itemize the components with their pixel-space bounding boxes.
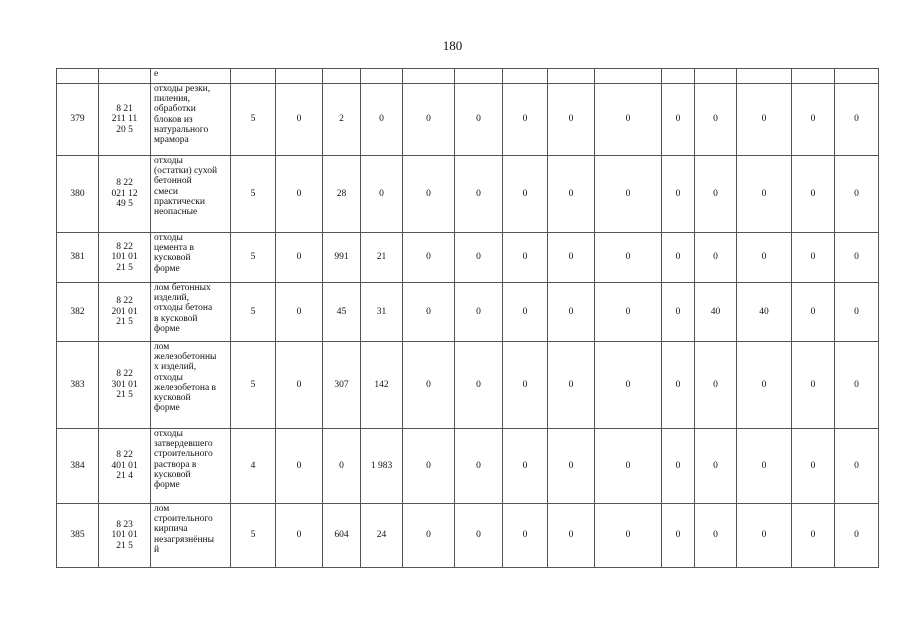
name-line: строительного: [154, 514, 213, 525]
code-line: 21 5: [116, 540, 133, 551]
cell-value: 24: [361, 504, 403, 568]
cell-name: [151, 504, 231, 568]
table-row: [57, 84, 879, 156]
cell-value: 0: [737, 156, 792, 233]
name-line: натурального: [154, 124, 209, 135]
cell-value: 0: [548, 84, 595, 156]
name-line: (остатки) сухой: [154, 166, 218, 177]
code-line: 20 5: [116, 124, 133, 135]
cell-value: 5: [231, 342, 276, 429]
cell-value: 142: [361, 342, 403, 429]
cell-value: 0: [792, 156, 835, 233]
code-line: 401 01: [111, 460, 138, 471]
cell-value: 307: [323, 342, 361, 429]
code-line: 8 22: [116, 450, 133, 461]
cell-value: 0: [323, 429, 361, 504]
code-line: 211 11: [111, 114, 138, 125]
table-row: [57, 283, 879, 342]
cell-value: 0: [662, 156, 695, 233]
cell-value: 0: [662, 342, 695, 429]
cell-value: 0: [835, 84, 879, 156]
cell-value: 0: [595, 233, 662, 283]
cell-value: 0: [792, 84, 835, 156]
table-row: [57, 233, 879, 283]
code-line: 8 22: [116, 369, 133, 380]
cell-value: 5: [231, 283, 276, 342]
waste-table: [56, 68, 879, 568]
cell-value: 0: [737, 84, 792, 156]
cell-code: [99, 283, 151, 342]
table-row: [57, 342, 879, 429]
cell-value: 0: [361, 84, 403, 156]
cell-number: 384: [57, 429, 99, 504]
cell-number: 383: [57, 342, 99, 429]
name-line: отходы: [154, 372, 183, 383]
cell-name: [151, 233, 231, 283]
cell-value: 0: [695, 429, 737, 504]
name-line: в кусковой: [154, 313, 198, 324]
cell-value: 5: [231, 84, 276, 156]
cell-name: [151, 342, 231, 429]
cell-value: 0: [276, 156, 323, 233]
cell-value: 0: [455, 429, 503, 504]
name-line: отходы бетона: [154, 303, 213, 314]
name-line: затвердевшего: [154, 439, 213, 450]
cell-value: 0: [276, 342, 323, 429]
cell-name: [151, 429, 231, 504]
cell-value: 0: [835, 233, 879, 283]
cell-value: 0: [662, 504, 695, 568]
cell-value: 0: [503, 429, 548, 504]
code-line: 8 22: [116, 296, 133, 307]
cell-value: 0: [662, 283, 695, 342]
cell-value: 40: [737, 283, 792, 342]
cell-value: 0: [403, 342, 455, 429]
cell-value: 0: [792, 429, 835, 504]
cell-value: 5: [231, 504, 276, 568]
cell-value: 604: [323, 504, 361, 568]
cell-name: е: [151, 69, 231, 84]
cell-code: [99, 84, 151, 156]
cell-value: 0: [662, 233, 695, 283]
cell-value: 5: [231, 233, 276, 283]
name-line: форме: [154, 403, 180, 414]
cell-value: 0: [835, 504, 879, 568]
cell-value: 0: [695, 233, 737, 283]
cell-value: 1 983: [361, 429, 403, 504]
name-line: отходы: [154, 233, 183, 243]
cell-name: [151, 84, 231, 156]
cell-value: 0: [695, 342, 737, 429]
cell-number: [57, 69, 99, 84]
cell-value: 0: [835, 156, 879, 233]
cell-value: 0: [455, 283, 503, 342]
name-line: отходы: [154, 156, 183, 166]
name-line: бетонной: [154, 176, 192, 187]
cell-code: [99, 342, 151, 429]
code-line: 21 5: [116, 262, 133, 273]
name-line: раствора в: [154, 459, 197, 470]
name-line: кирпича: [154, 524, 188, 535]
name-line: кусковой: [154, 469, 191, 480]
cell-value: 0: [503, 84, 548, 156]
cell-value: 0: [792, 283, 835, 342]
name-line: пиления,: [154, 94, 191, 105]
name-line: форме: [154, 263, 180, 274]
cell-code: [99, 233, 151, 283]
cell-value: 0: [403, 156, 455, 233]
cell-code: [99, 69, 151, 84]
table-row: [57, 429, 879, 504]
cell-value: 0: [455, 233, 503, 283]
cell-number: 379: [57, 84, 99, 156]
name-line: кусковой: [154, 253, 191, 264]
cell-value: 21: [361, 233, 403, 283]
code-line: 49 5: [116, 199, 133, 210]
name-line: железобетонны: [154, 352, 217, 363]
cell-value: 0: [503, 233, 548, 283]
cell-value: 0: [595, 429, 662, 504]
cell-value: 0: [455, 342, 503, 429]
cell-value: 0: [737, 429, 792, 504]
code-line: 8 22: [116, 241, 133, 252]
name-line: мрамора: [154, 135, 189, 146]
name-line: лом бетонных: [154, 283, 211, 293]
cell-value: 0: [662, 429, 695, 504]
cell-value: 991: [323, 233, 361, 283]
name-line: форме: [154, 323, 180, 334]
code-line: 8 23: [116, 519, 133, 530]
name-line: строительного: [154, 449, 213, 460]
code-line: 21 5: [116, 317, 133, 328]
page-number: 180: [442, 38, 463, 53]
name-line: й: [154, 544, 160, 555]
name-line: лом: [154, 504, 170, 514]
cell-value: 0: [403, 84, 455, 156]
cell-value: 45: [323, 283, 361, 342]
cell-value: 0: [503, 283, 548, 342]
cell-value: 0: [595, 342, 662, 429]
cell-value: 0: [595, 283, 662, 342]
name-line: практически: [154, 196, 205, 207]
code-line: 21 5: [116, 390, 133, 401]
cell-code: [99, 156, 151, 233]
cell-value: 0: [403, 429, 455, 504]
cell-value: 0: [548, 429, 595, 504]
cell-value: 0: [548, 283, 595, 342]
cell-value: 0: [403, 233, 455, 283]
name-line: незагрязнённы: [154, 534, 215, 545]
cell-value: 0: [792, 342, 835, 429]
code-line: 301 01: [111, 379, 138, 390]
cell-number: 381: [57, 233, 99, 283]
cell-value: 0: [662, 84, 695, 156]
code-line: 101 01: [111, 530, 138, 541]
name-line: изделий,: [154, 293, 189, 304]
cell-name: [151, 283, 231, 342]
cell-value: 0: [503, 156, 548, 233]
cell-value: 0: [737, 233, 792, 283]
cell-value: 0: [548, 233, 595, 283]
cell-value: 0: [548, 342, 595, 429]
cell-value: 0: [835, 283, 879, 342]
cell-value: 0: [403, 283, 455, 342]
cell-value: 0: [276, 233, 323, 283]
cell-value: 0: [595, 84, 662, 156]
table-row: [57, 504, 879, 568]
cell-value: 0: [276, 84, 323, 156]
code-line: 21 4: [116, 471, 133, 482]
cell-value: 0: [455, 504, 503, 568]
cell-value: 0: [455, 156, 503, 233]
cell-value: 31: [361, 283, 403, 342]
cell-value: 0: [792, 233, 835, 283]
cell-value: 0: [835, 429, 879, 504]
cell-value: 0: [695, 84, 737, 156]
cell-value: 0: [503, 342, 548, 429]
cell-value: 0: [276, 504, 323, 568]
cell-value: 0: [695, 504, 737, 568]
name-line: неопасные: [154, 207, 198, 218]
cell-value: 0: [503, 504, 548, 568]
cell-code: [99, 429, 151, 504]
cell-value: 4: [231, 429, 276, 504]
cell-value: 0: [835, 342, 879, 429]
cell-value: 0: [403, 504, 455, 568]
cell-value: 0: [595, 504, 662, 568]
code-line: 021 12: [111, 188, 138, 199]
cell-value: 0: [548, 156, 595, 233]
code-line: 201 01: [111, 306, 138, 317]
cell-value: 5: [231, 156, 276, 233]
name-line: форме: [154, 480, 180, 491]
cell-value: 0: [695, 156, 737, 233]
cell-value: 0: [455, 84, 503, 156]
name-line: кусковой: [154, 393, 191, 404]
name-line: цемента в: [154, 243, 194, 254]
cell-value: 0: [276, 429, 323, 504]
cell-value: 0: [792, 504, 835, 568]
name-line: блоков из: [154, 114, 193, 125]
cell-number: 380: [57, 156, 99, 233]
name-line: смеси: [154, 186, 178, 197]
cell-value: 0: [737, 504, 792, 568]
name-line: х изделий,: [154, 362, 197, 373]
cell-value: 28: [323, 156, 361, 233]
cell-value: 40: [695, 283, 737, 342]
cell-value: 2: [323, 84, 361, 156]
cell-value: 0: [595, 156, 662, 233]
name-line: отходы: [154, 429, 183, 439]
name-line: обработки: [154, 104, 196, 115]
cell-value: 0: [548, 504, 595, 568]
name-line: железобетона в: [154, 382, 217, 393]
cell-value: 0: [276, 283, 323, 342]
name-line: лом: [154, 342, 170, 352]
cell-name: [151, 156, 231, 233]
cell-number: 382: [57, 283, 99, 342]
code-line: 8 21: [116, 103, 133, 114]
carry-over-row: [57, 69, 879, 84]
code-line: 8 22: [116, 178, 133, 189]
cell-value: 0: [737, 342, 792, 429]
cell-number: 385: [57, 504, 99, 568]
cell-value: 0: [361, 156, 403, 233]
table-row: [57, 156, 879, 233]
code-line: 101 01: [111, 252, 138, 263]
cell-code: [99, 504, 151, 568]
name-line: отходы резки,: [154, 84, 211, 94]
